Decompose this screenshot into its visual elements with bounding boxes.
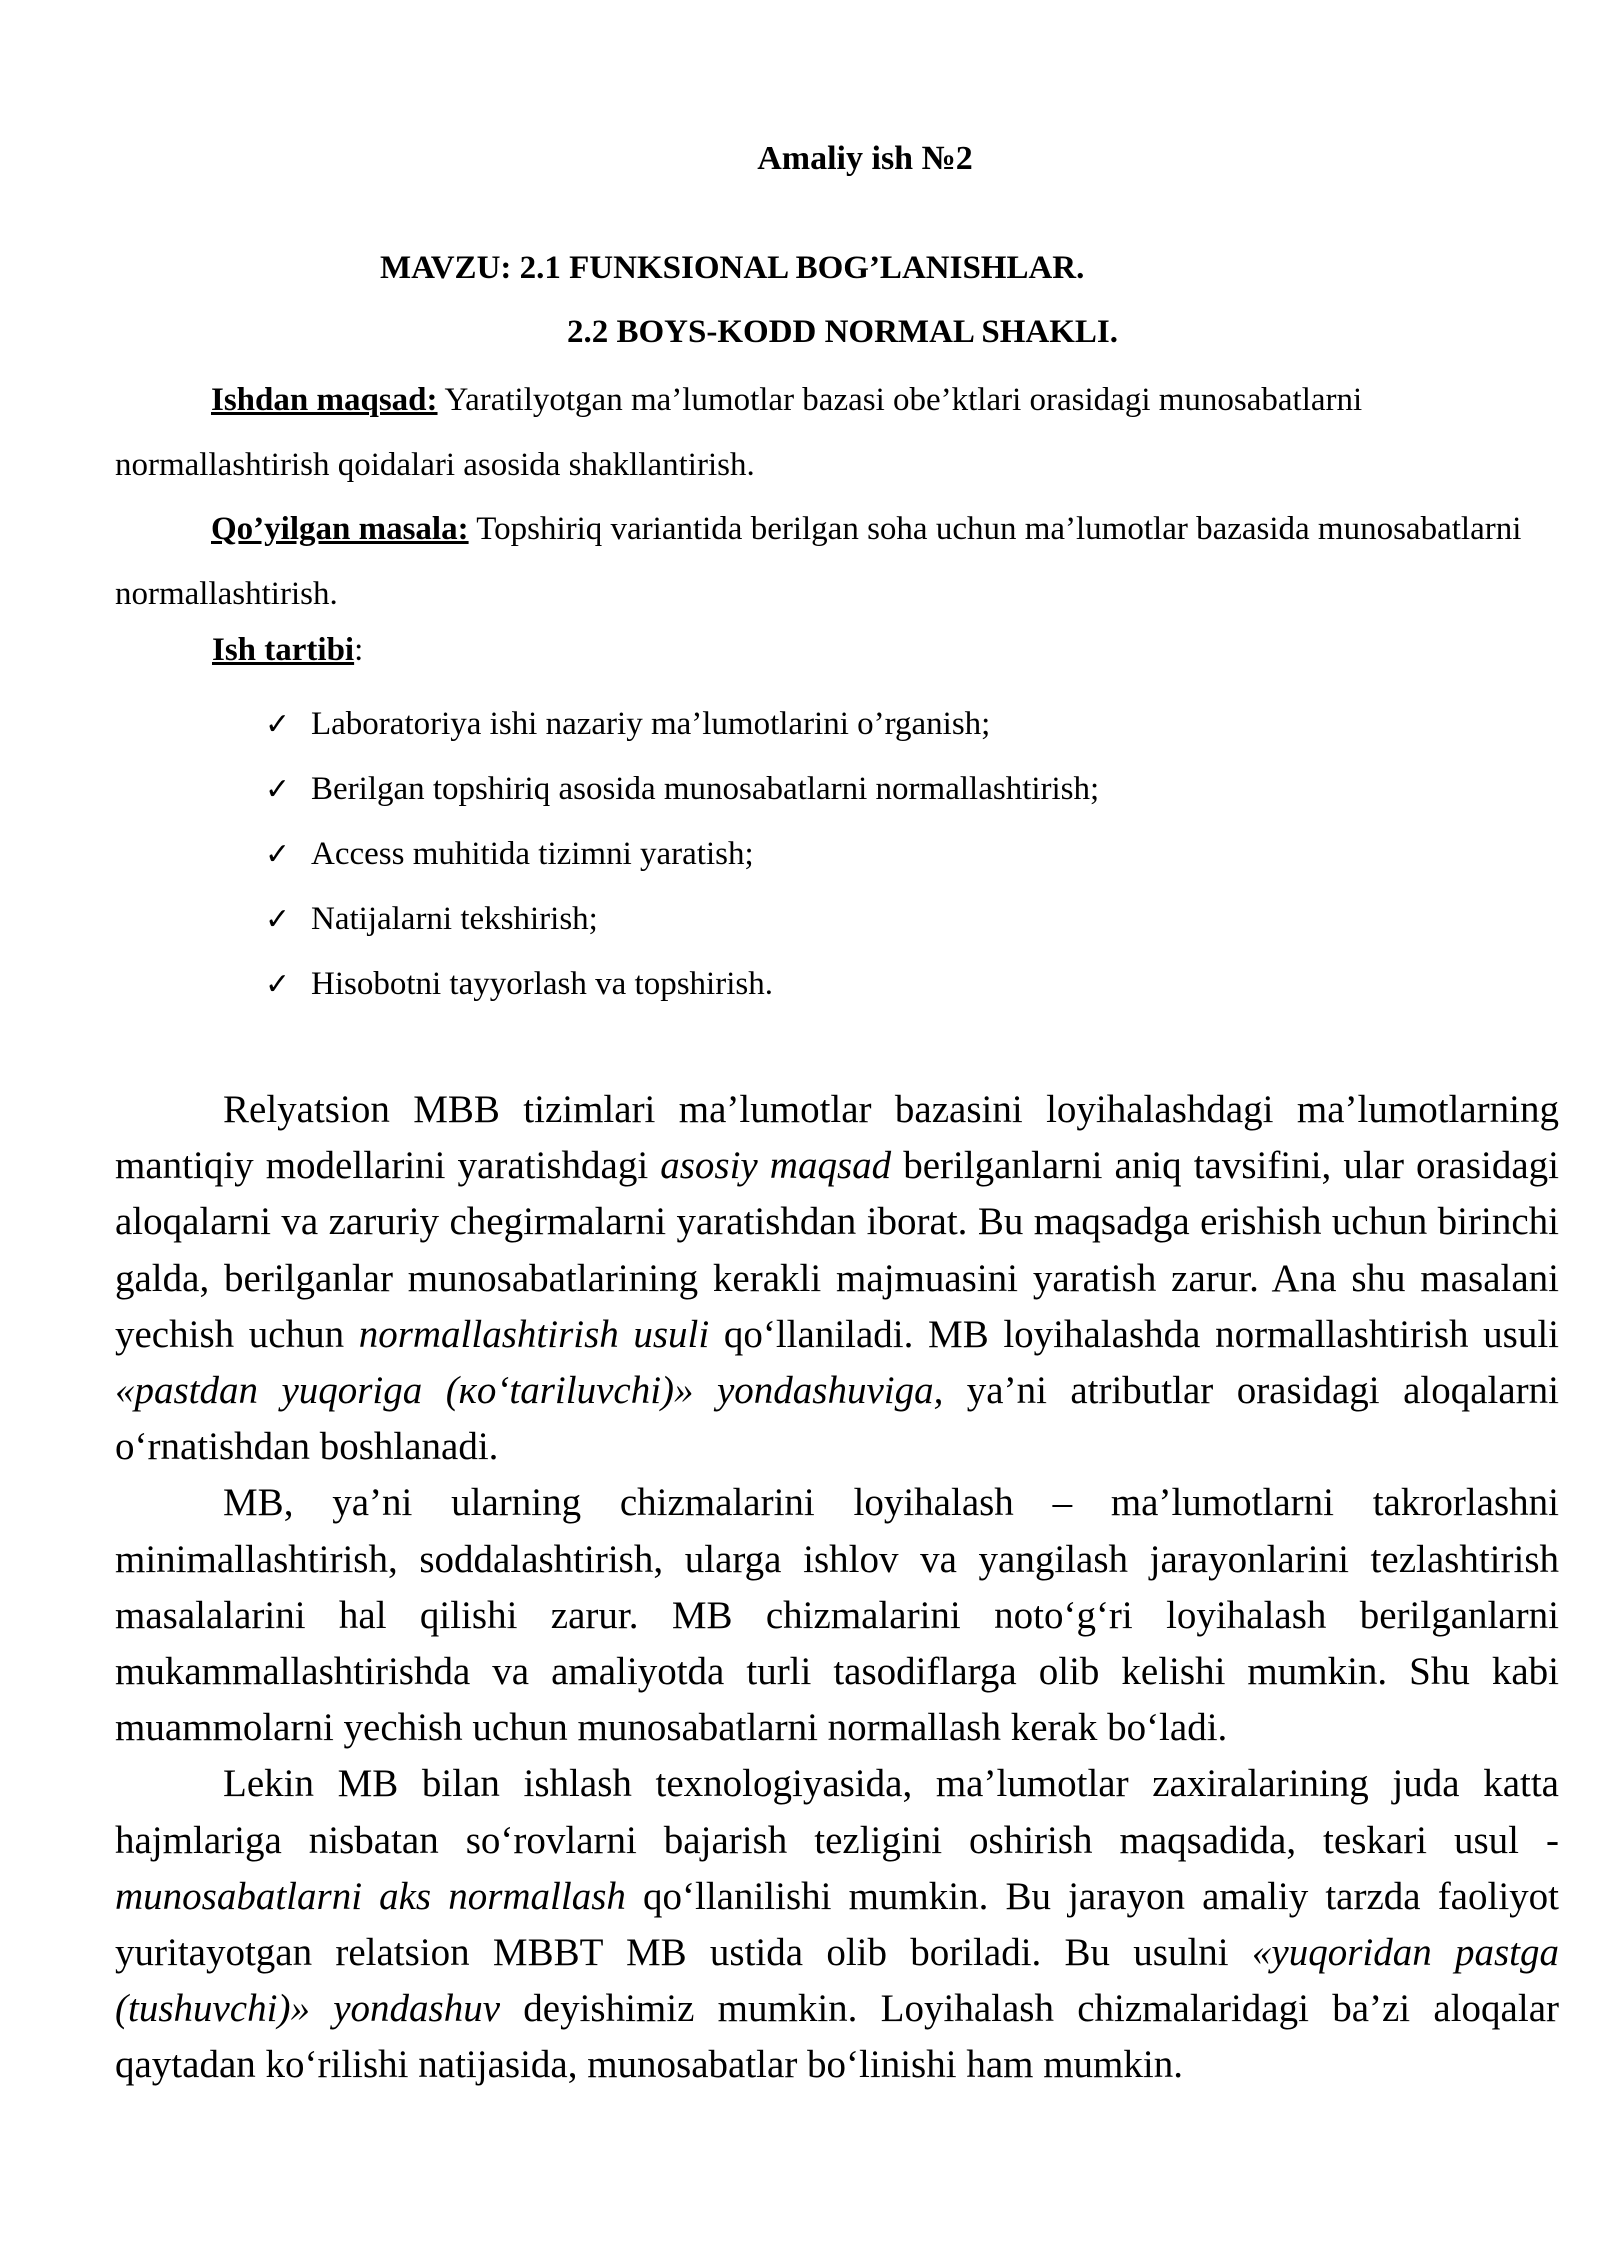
document-title: Amaliy ish №2: [757, 140, 973, 177]
list-item: [265, 887, 1099, 952]
paragraph-text: qo‘llaniladi. MB loyihalashda normallashtirish usuli: [709, 1312, 1559, 1356]
task-paragraph: [115, 497, 1555, 627]
italic-term: asosiy maqsad: [660, 1144, 892, 1188]
check-icon: ✓: [265, 773, 291, 806]
check-icon: ✓: [265, 903, 291, 936]
task-text: Topshiriq variantida berilgan soha uchun ma’lumotlar bazasida munosabatlarni normallashtirish.: [115, 511, 1522, 612]
procedure-list: [265, 692, 1099, 1017]
procedure-colon: :: [354, 632, 364, 668]
list-item-text: Hisobotni tayyorlash va topshirish.: [311, 966, 773, 1002]
topic-line-2: 2.2 BOYS-KODD NORMAL SHAKLI.: [567, 314, 1118, 350]
task-label: Qo’yilgan masala:: [211, 511, 469, 547]
paragraph-text: Lekin MB bilan ishlash texnologiyasida, ma’lumotlar zaxiralarining juda katta hajmlariga nisbatan so‘rovlarni bajarish tezligini oshirish maqsadida, teskari usul -: [115, 1762, 1559, 1862]
italic-term: «yuqoridan pastga (tushuvchi)» yondashuv: [115, 1931, 1559, 2031]
paragraph-text: deyishimiz mumkin. Loyihalash chizmalaridagi ba’zi aloqalar qaytadan ko‘rilishi natijasida, munosabatlar bo‘linishi ham mumkin.: [115, 1987, 1559, 2087]
list-item: [265, 757, 1099, 822]
paragraph-text: qo‘llanilishi mumkin. Bu jarayon amaliy tarzda faoliyot yuritayotgan relatsion MBBT MB ustida olib boriladi. Bu usulni: [115, 1874, 1559, 1975]
italic-term: munosabatlarni aks normallash: [115, 1874, 626, 1918]
procedure-label: Ish tartibi: [212, 632, 355, 668]
list-item: [265, 692, 1099, 757]
body-text: [115, 1082, 1559, 2094]
goal-label: Ishdan maqsad:: [211, 382, 438, 418]
list-item-text: Berilgan topshiriq asosida munosabatlarni normallashtirish;: [311, 771, 1100, 807]
italic-term: normallashtirish usuli: [358, 1312, 710, 1356]
check-icon: ✓: [265, 838, 291, 871]
italic-term: «pastdan yuqoriga (кo‘tariluvchi)» yondashuviga,: [115, 1369, 944, 1413]
body-paragraph-3: [115, 1756, 1559, 2093]
body-paragraph-1: [115, 1082, 1559, 1475]
paragraph-text: MB, ya’ni ularning chizmalarini loyihalash – ma’lumotlarni takrorlashni minimallashtirish, soddalashtirish, ularga ishlov va yangilash jarayonlarini tezlashtirish masalalarini hal qilishi zarur. MB chizmalarini noto‘g‘ri loyihalash berilganlarni mukammallashtirishda va amaliyotda turli tasodiflarga olib kelishi mumkin. Shu kabi muammolarni yechish uchun munosabatlarni normallash kerak bo‘ladi.: [115, 1481, 1559, 1750]
paragraph-text: berilganlarni aniq tavsifini, ular orasidagi aloqalarni va zaruriy chegirmalarni yaratishdan iborat. Bu maqsadga erishish uchun birinchi galda, berilganlar munosabatlarining kerakli majmuasini yaratish zarur. Ana shu masalani yechish uchun: [115, 1144, 1559, 1356]
check-icon: ✓: [265, 708, 291, 741]
check-icon: ✓: [265, 968, 291, 1001]
goal-paragraph: [115, 368, 1555, 498]
procedure-heading: [212, 626, 363, 674]
list-item: [265, 952, 1099, 1017]
paragraph-text: ya’ni atributlar orasidagi aloqalarni o‘rnatishdan boshlanadi.: [115, 1369, 1559, 1469]
goal-text: Yaratilyotgan ma’lumotlar bazasi obe’ktlari orasidagi munosabatlarni normallashtirish qoidalari asosida shakllantirish.: [115, 382, 1363, 483]
list-item: [265, 822, 1099, 887]
list-item-text: Natijalarni tekshirish;: [311, 901, 598, 937]
topic-line-1: MAVZU: 2.1 FUNKSIONAL BOG’LANISHLAR.: [380, 250, 1085, 286]
list-item-text: Laboratoriya ishi nazariy ma’lumotlarini o’rganish;: [311, 706, 991, 742]
list-item-text: Access muhitida tizimni yaratish;: [311, 836, 754, 872]
body-paragraph-2: [115, 1475, 1559, 1756]
paragraph-text: Relyatsion MBB tizimlari ma’lumotlar bazasini loyihalashdagi ma’lumotlarning mantiqiy modellarini yaratishdagi: [115, 1088, 1559, 1188]
